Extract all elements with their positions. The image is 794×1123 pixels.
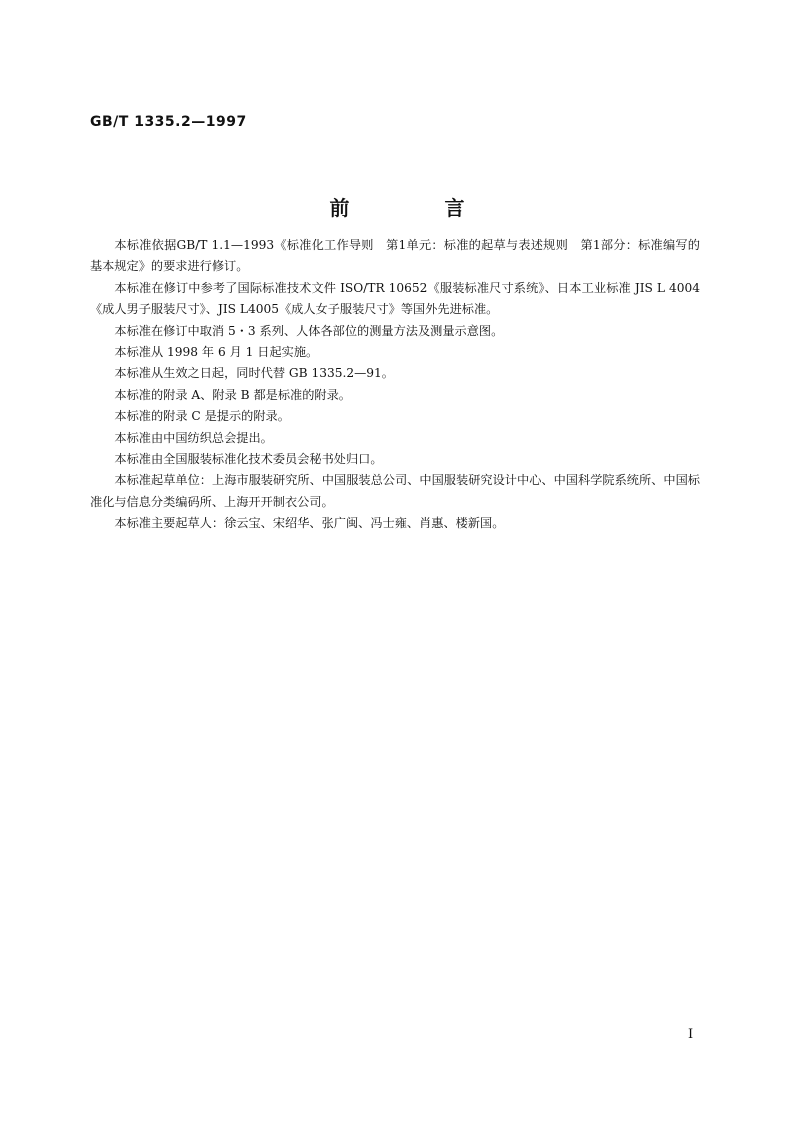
paragraph-administrator: 本标准由全国服装标准化技术委员会秘书处归口。 (114, 452, 383, 467)
paragraph-basis: 本标准依据GB/T 1.1—1993《标准化工作导则 第1单元：标准的起草与表述规则 第1部分：标准编写的基本规定》的要求进行修订。 (90, 238, 700, 274)
paragraph-references: 本标准在修订中参考了国际标准技术文件 ISO/TR 10652《服装标准尺寸系统》、日本工业标准 JIS L 4004《成人男子服装尺寸》、JIS L4005《成人女子服装尺寸》等国外先进标准。 (90, 280, 700, 317)
paragraph-proposer: 本标准由中国纺织总会提出。 (114, 430, 273, 445)
paragraph-removed: 本标准在修订中取消 5・3 系列、人体各部位的测量方法及测量示意图。 (114, 323, 504, 338)
paragraph-appendix-c: 本标准的附录 C 是提示的附录。 (114, 409, 290, 424)
page-title: 前 言 (329, 196, 509, 220)
paragraph-drafters: 本标准主要起草人：徐云宝、宋绍华、张广闽、冯士雍、肖惠、楼新国。 (114, 516, 505, 531)
foreword-body (90, 235, 700, 535)
paragraph-appendix-ab: 本标准的附录 A、附录 B 都是标准的附录。 (114, 387, 351, 402)
page-number: I (688, 1027, 694, 1042)
paragraph-drafting-units: 本标准起草单位：上海市服装研究所、中国服装总公司、中国服装研究设计中心、中国科学院系统所、中国标准化与信息分类编码所、上海开开制衣公司。 (90, 473, 700, 509)
paragraph-effective-date: 本标准从 1998 年 6 月 1 日起实施。 (114, 345, 319, 360)
paragraph-replaces: 本标准从生效之日起，同时代替 GB 1335.2—91。 (114, 366, 394, 381)
standard-code: GB/T 1335.2—1997 (90, 114, 247, 130)
